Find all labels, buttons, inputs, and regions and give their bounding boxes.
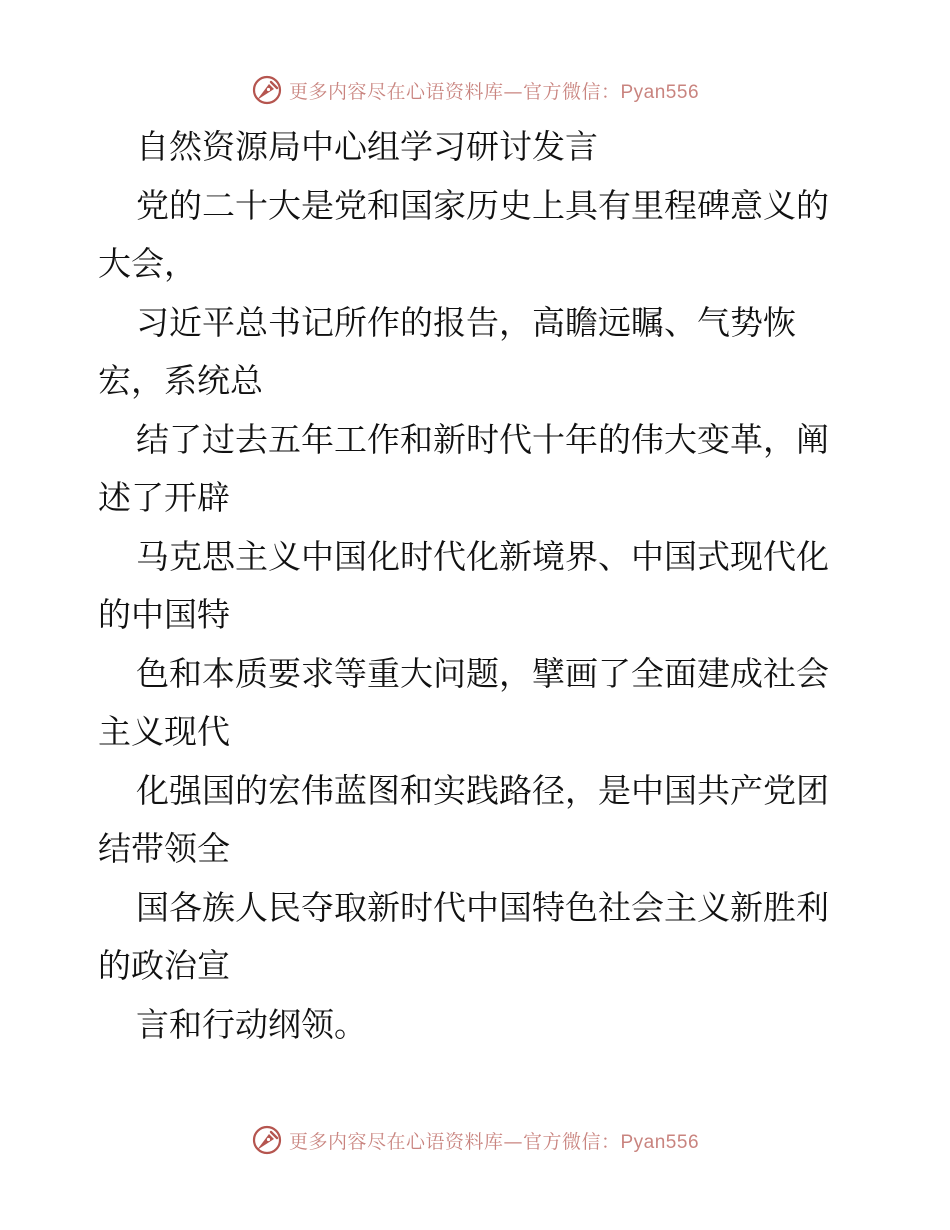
footer-banner-label: 更多内容尽在心语资料库—官方微信： [288, 1130, 621, 1153]
header-banner [0, 70, 950, 110]
paragraph-line: 大会， [98, 244, 197, 283]
header-banner-inner [251, 74, 699, 106]
paragraph-line: 言和行动纲领。 [136, 1004, 367, 1044]
paragraph-line: 的中国特 [98, 595, 230, 634]
paragraph-line: 色和本质要求等重大问题，擘画了全面建成社会 [136, 653, 829, 693]
footer-banner-inner [251, 1124, 699, 1156]
footer-banner [0, 1120, 950, 1160]
paragraph-line: 马克思主义中国化时代化新境界、中国式现代化 [136, 536, 829, 576]
paragraph-line: 化强国的宏伟蓝图和实践路径，是中国共产党团 [136, 770, 829, 810]
footer-banner-text [289, 1127, 699, 1154]
paragraph-line: 宏，系统总 [98, 361, 263, 400]
header-wechat-id: Pyan556 [620, 81, 700, 103]
footer-wechat-id: Pyan556 [620, 1131, 700, 1153]
paragraph-line: 的政治宣 [98, 946, 230, 985]
paragraph-line: 国各族人民夺取新时代中国特色社会主义新胜利 [136, 887, 829, 927]
paragraph-line: 主义现代 [98, 712, 230, 751]
paragraph-line: 习近平总书记所作的报告，高瞻远瞩、气势恢 [136, 302, 796, 342]
paragraph-line: 党的二十大是党和国家历史上具有里程碑意义的 [136, 185, 829, 225]
pen-nib-logo-icon [251, 74, 283, 106]
paragraph-line: 结带领全 [98, 829, 230, 868]
document-body [98, 118, 858, 1054]
document-title: 自然资源局中心组学习研讨发言 [136, 127, 598, 166]
pen-nib-logo-icon [251, 1124, 283, 1156]
header-banner-text [289, 77, 699, 104]
paragraph-line: 述了开辟 [98, 478, 230, 517]
paragraph-line: 结了过去五年工作和新时代十年的伟大变革，阐 [136, 419, 829, 459]
header-banner-label: 更多内容尽在心语资料库—官方微信： [288, 80, 621, 103]
